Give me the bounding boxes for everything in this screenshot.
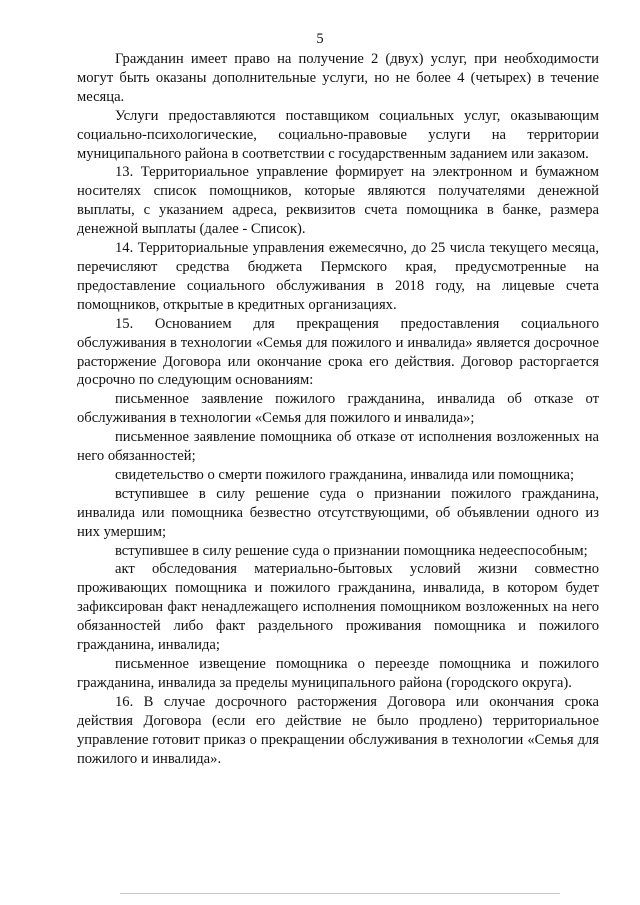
paragraph-ground-missing-or-dead: вступившее в силу решение суда о признании пожилого гражданина, инвалида или помощника безвестно отсутствующими, об объявлении одного из них умершим; bbox=[77, 485, 599, 540]
paragraph-item-16: 16. В случае досрочного расторжения Договора или окончания срока действия Договора (если его действие не было продлено) территориальное управление готовит приказ о прекращении обслуживания в технологии «Семья для пожилого и инвалида». bbox=[77, 693, 599, 767]
paragraph-ground-incapacity: вступившее в силу решение суда о признании помощника недееспособным; bbox=[115, 542, 588, 559]
paragraph-item-13: 13. Территориальное управление формирует на электронном и бумажном носителях список помощников, которые являются получателями денежной выплаты, с указанием адреса, реквизитов счета помощника в банке, размера денежной выплаты (далее - Список). bbox=[77, 164, 599, 238]
bottom-scan-edge bbox=[120, 893, 560, 894]
paragraph-services-limit: Гражданин имеет право на получение 2 (двух) услуг, при необходимости могут быть оказаны дополнительные услуги, но не более 4 (четырех) в течение месяца. bbox=[77, 51, 599, 105]
paragraph-ground-helper-refusal: письменное заявление помощника об отказе от исполнения возложенных на него обязанностей; bbox=[77, 429, 599, 465]
document-body bbox=[77, 50, 599, 768]
paragraph-ground-relocation: письменное извещение помощника о переезде помощника и пожилого гражданина, инвалида за пределы муниципального района (городского округа). bbox=[77, 656, 599, 691]
page-number: 5 bbox=[316, 31, 324, 47]
paragraph-services-provider: Услуги предоставляются поставщиком социальных услуг, оказывающим социально-психологические, социально-правовые услуги на территории муниципального района в соответствии с государственным заданием или заказом. bbox=[77, 107, 599, 162]
paragraph-item-15: 15. Основанием для прекращения предоставления социального обслуживания в технологии «Семья для пожилого и инвалида» является досрочное расторжение Договора или окончание срока его действия. Договор расторгается досрочно по следующим основаниям: bbox=[77, 315, 599, 389]
paragraph-ground-death-certificate: свидетельство о смерти пожилого гражданина, инвалида или помощника; bbox=[115, 466, 575, 483]
paragraph-ground-elder-refusal: письменное заявление пожилого гражданина, инвалида об отказе от обслуживания в технологии «Семья для пожилого и инвалида»; bbox=[77, 391, 599, 427]
paragraph-ground-inspection-act: акт обследования материально-бытовых условий жизни совместно проживающих помощника и пожилого гражданина, инвалида, в котором будет зафиксирован факт ненадлежащего исполнения помощником возложенных на него обязанностей либо факт раздельного проживания помощника и пожилого гражданина, инвалида; bbox=[77, 561, 599, 654]
paragraph-item-14: 14. Территориальные управления ежемесячно, до 25 числа текущего месяца, перечисляют средства бюджета Пермского края, предусмотренные на предоставление социального обслуживания в 2018 году, на лицевые счета помощников, открытые в кредитных организациях. bbox=[77, 240, 599, 313]
